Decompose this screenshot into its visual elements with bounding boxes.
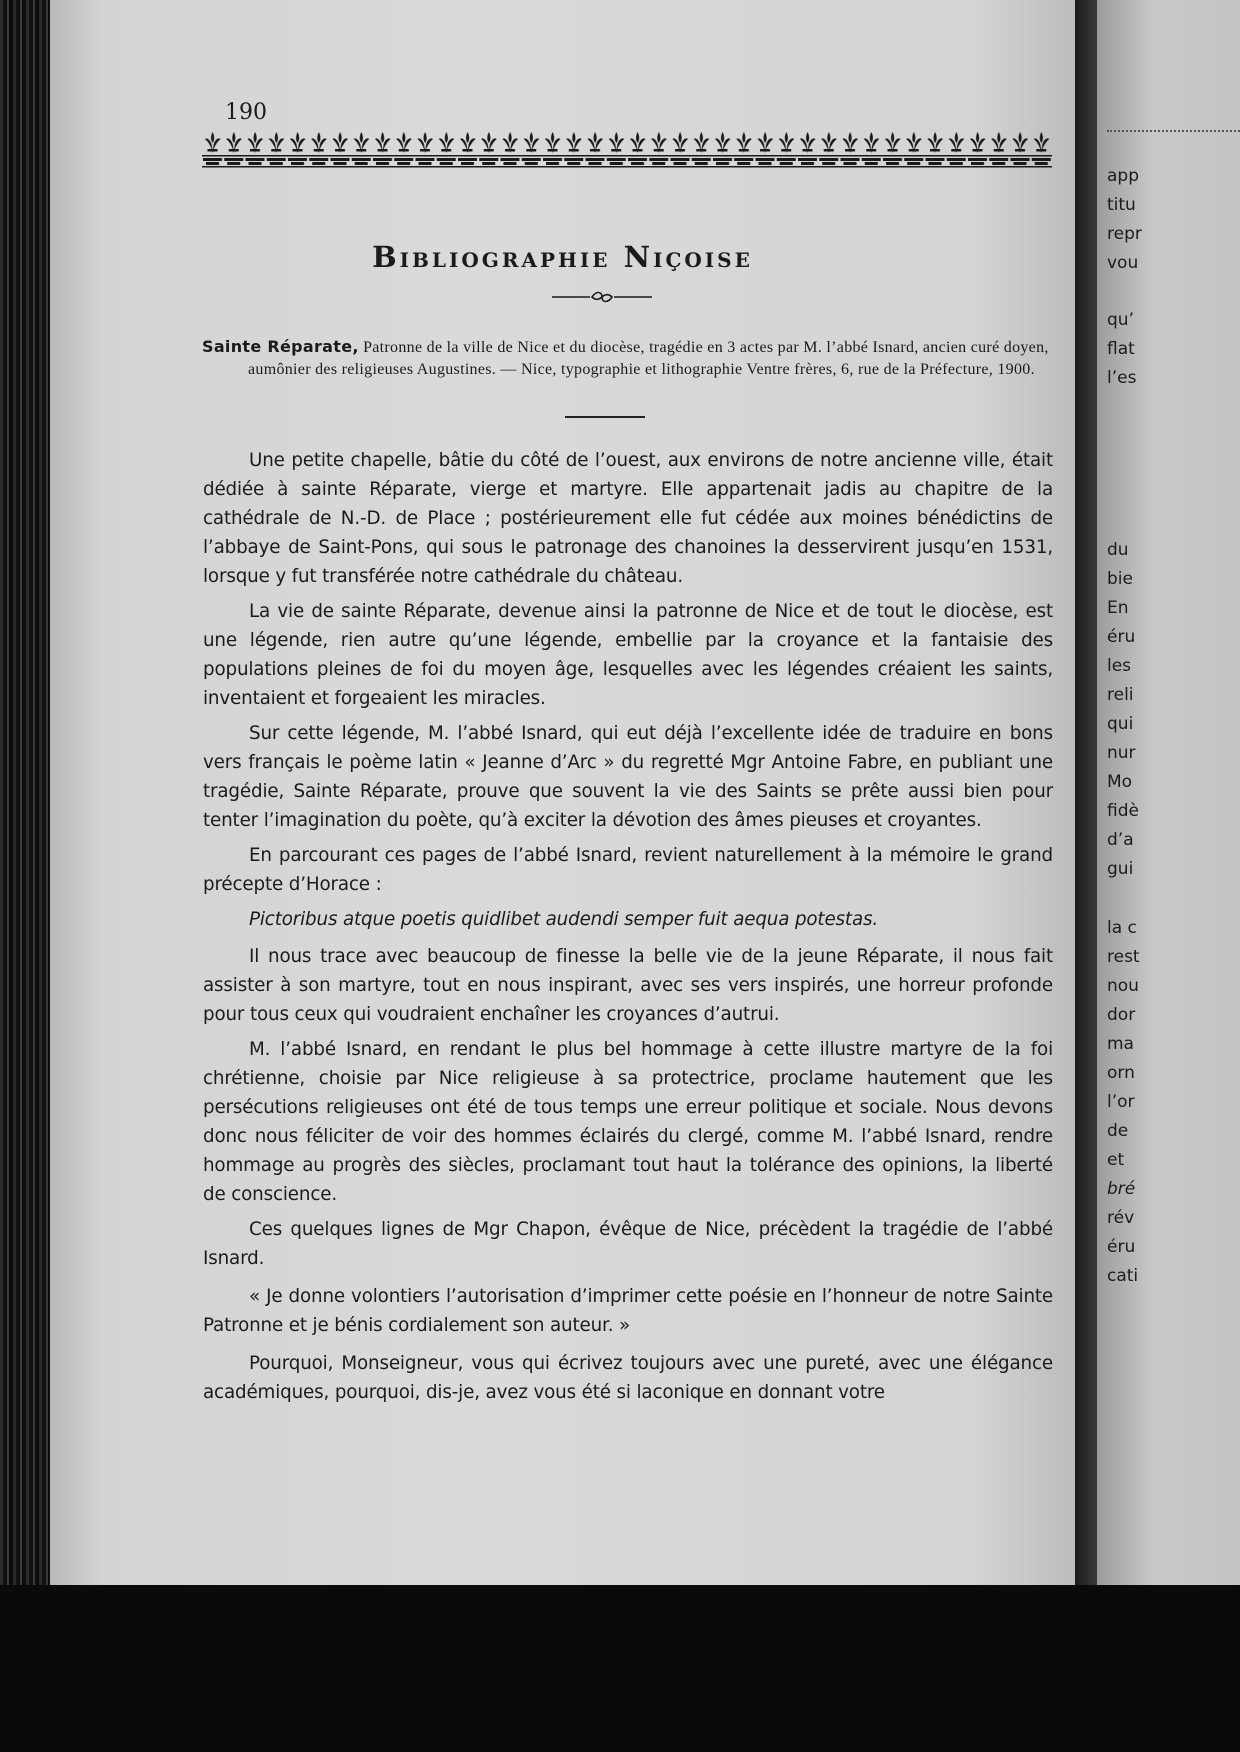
bibliography-details: Patronne de la ville de Nice et du diocèse, tragédie en 3 actes par M. l’abbé Isnard, ancien curé doyen, aumônier des religieuses Augustines. — Nice, typographie et lithographie Ventre frères, 6, rue de la Préfecture, 1900. [248, 339, 1049, 378]
latin-quotation: Pictoribus atque poetis quidlibet audendi semper fuit aequa potestas. [249, 909, 879, 930]
paragraph: La vie de sainte Réparate, devenue ainsi la patronne de Nice et de tout le diocèse, est une légende, rien autre qu’une légende, embellie par la croyance et la fantaisie des populations pleines de foi du moyen âge, lesquelles avec les légendes créaient les saints, inventaient et forgeaient les miracles. [203, 601, 1053, 709]
facing-page-fragment: Mo [1107, 772, 1133, 792]
paragraph: M. l’abbé Isnard, en rendant le plus bel hommage à cette illustre martyre de la foi chrétienne, choisie par Nice religieuse à sa protectrice, proclame hautement que les persécutions religieuses ont été de tous temps une erreur politique et sociale. Nous devons donc nous féliciter de voir des hommes éclairés du clergé, comme M. l’abbé Isnard, rendre hommage au progrès des siècles, proclamant tout haut la tolérance des opinions, la liberté de conscience. [203, 1039, 1053, 1205]
facing-page-fragment: En [1107, 598, 1129, 618]
facing-page-fragment: flat [1107, 339, 1135, 359]
facing-page-fragment: qui [1107, 714, 1134, 734]
book-binding-edge [0, 0, 55, 1585]
paragraph: Il nous trace avec beaucoup de finesse la belle vie de la jeune Réparate, il nous fait assister à son martyre, tout en nous inspirant, avec ses vers inspirés, une horreur profonde pour tous ceux qui voudraient enchaîner les croyances d’autrui. [203, 946, 1053, 1025]
facing-page-fragment: dor [1107, 1005, 1136, 1025]
facing-page-fragment: du [1107, 540, 1129, 560]
facing-page-fragment: reli [1107, 685, 1134, 705]
page-gutter [1075, 0, 1097, 1585]
paragraph: Pourquoi, Monseigneur, vous qui écrivez toujours avec une pureté, avec une élégance académiques, pourquoi, dis-je, avez vous été si laconique en donnant votre [203, 1353, 1053, 1403]
bishop-quotation: « Je donne volontiers l’autorisation d’imprimer cette poésie en l’honneur de notre Sainte Patronne et je bénis cordialement son auteur. » [203, 1286, 1053, 1336]
facing-page-fragment: vou [1107, 253, 1139, 273]
facing-page-fragment: nur [1107, 743, 1136, 763]
facing-page-fragment: app [1107, 166, 1139, 186]
facing-page-fragment: ma [1107, 1034, 1134, 1054]
paragraph: En parcourant ces pages de l’abbé Isnard, revient naturellement à la mémoire le grand précepte d’Horace : [203, 845, 1053, 895]
facing-page-edge [1097, 0, 1240, 1585]
paragraph: Ces quelques lignes de Mgr Chapon, évêque de Nice, précèdent la tragédie de l’abbé Isnard. [203, 1219, 1053, 1269]
facing-page-dotted-rule [1107, 130, 1240, 132]
section-title: Bibliographie Niçoise [372, 240, 753, 274]
facing-page-fragment: nou [1107, 976, 1139, 996]
facing-page-fragment: cati [1107, 1266, 1139, 1286]
paragraph: Sur cette légende, M. l’abbé Isnard, qui eut déjà l’excellente idée de traduire en bons vers français le poème latin « Jeanne d’Arc » du regretté Mgr Antoine Fabre, en publiant une tragédie, Sainte Réparate, prouve que souvent la vie des Saints se prête aussi bien pour tenter l’imagination du poète, qu’à exciter la dévotion des âmes pieuses et croyantes. [203, 723, 1053, 831]
title-flourish [552, 290, 652, 304]
facing-page-fragment: titu [1107, 195, 1136, 215]
bibliography-entry [202, 336, 1098, 381]
article-body [203, 446, 1053, 1407]
facing-page-fragment: l’or [1107, 1092, 1135, 1112]
facing-page-fragment: éru [1107, 1237, 1136, 1257]
facing-page-fragment: les [1107, 656, 1132, 676]
facing-page-fragment: fidè [1107, 801, 1139, 821]
facing-page-fragment: gui [1107, 859, 1134, 879]
decorative-header-border [202, 131, 1052, 169]
book-page [50, 0, 1075, 1585]
facing-page-fragment: d’a [1107, 830, 1134, 850]
facing-page-fragment: rév [1107, 1208, 1135, 1228]
paragraph: Une petite chapelle, bâtie du côté de l’ouest, aux environs de notre ancienne ville, était dédiée à sainte Réparate, vierge et martyre. Elle appartenait jadis au chapitre de la cathédrale de N.-D. de Place ; postérieurement elle fut cédée aux moines bénédictins de l’abbaye de Saint-Pons, qui sous le patronage des chanoines la desservirent jusqu’en 1531, lorsque y fut transférée notre cathédrale du château. [203, 450, 1053, 587]
bibliography-title: Sainte Réparate, [202, 337, 359, 356]
facing-page-fragment: bie [1107, 569, 1133, 589]
facing-page-fragment: et [1107, 1150, 1125, 1170]
facing-page-fragment: orn [1107, 1063, 1135, 1083]
facing-page-fragment: l’es [1107, 368, 1137, 388]
facing-page-fragment: repr [1107, 224, 1142, 244]
facing-page-fragment: de [1107, 1121, 1129, 1141]
separator-rule [565, 416, 645, 418]
facing-page-fragment: éru [1107, 627, 1136, 647]
facing-page-fragment: rest [1107, 947, 1140, 967]
page-number: 190 [225, 100, 267, 125]
facing-page-fragment: qu’ [1107, 310, 1134, 330]
facing-page-fragment: la c [1107, 918, 1137, 938]
facing-page-fragment: bré [1107, 1179, 1136, 1199]
